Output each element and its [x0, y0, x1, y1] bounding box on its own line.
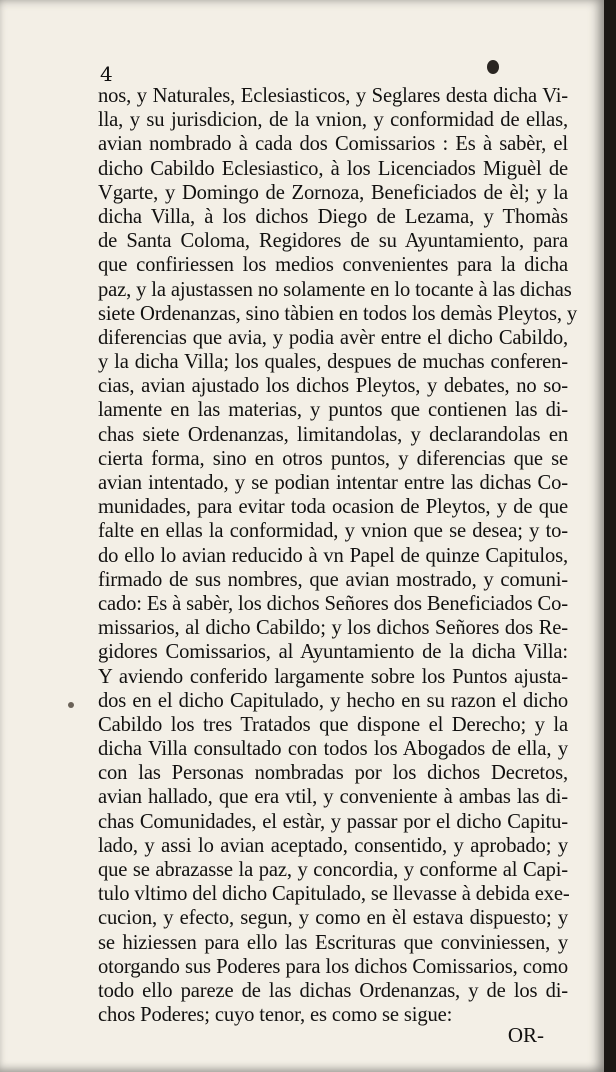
- text-line: do ello lo avian reducido à vn Papel de quinze Capitulos,: [98, 544, 568, 567]
- text-line: paz, y la ajustassen no solamente en lo tocante à las dichas: [98, 278, 572, 301]
- ink-blot-top-right: [487, 60, 499, 74]
- text-line: chas siete Ordenanzas, limitandolas, y declarandolas en: [98, 423, 568, 446]
- text-line: dos en el dicho Capitulado, y hecho en su razon el dicho: [98, 689, 568, 712]
- text-line: que se abrazasse la paz, y concordia, y conforme al Capi-: [98, 859, 568, 881]
- text-line: nos, y Naturales, Eclesiasticos, y Seglares desta dicha Vi-: [98, 85, 568, 107]
- text-line: chos Poderes; cuyo tenor, es como se sigue:: [98, 1004, 453, 1027]
- text-line: cado: Es à sabèr, los dichos Señores dos Beneficiados Co-: [98, 592, 568, 615]
- text-line: firmado de sus nombres, que avian mostrado, y comuni-: [98, 568, 568, 591]
- text-line: otorgando sus Poderes para los dichos Comissarios, como: [98, 955, 568, 978]
- text-line: lamente en las materias, y puntos que contienen las di-: [98, 399, 568, 422]
- text-line: lla, y su jurisdicion, de la vnion, y conformidad de ellas,: [98, 109, 568, 132]
- text-line: de Santa Coloma, Regidores de su Ayuntamiento, para: [98, 230, 568, 253]
- text-line: tulo vltimo del dicho Capitulado, se llevasse à debida exe-: [98, 883, 570, 906]
- text-line: avian intentado, y se podian intentar entre las dichas Co-: [98, 472, 568, 494]
- text-line: Vgarte, y Domingo de Zornoza, Beneficiados de èl; y la: [98, 181, 568, 204]
- text-line: missarios, al dicho Cabildo; y los dichos Señores dos Re-: [98, 617, 568, 640]
- text-line: se hiziessen para ello las Escrituras que conviniessen, y: [98, 931, 568, 954]
- text-line: avian nombrado à cada dos Comissarios : Es à sabèr, el: [98, 133, 568, 156]
- text-line: con las Personas nombradas por los dichos Decretos,: [98, 762, 568, 785]
- text-line: dicho Cabildo Eclesiastico, à los Licenciados Miguèl de: [98, 157, 568, 180]
- text-line: y la dicha Villa; los quales, despues de muchas conferen-: [98, 351, 568, 374]
- text-line: cierta forma, sino en otros puntos, y diferencias que se: [98, 447, 568, 470]
- text-line: diferencias que avia, y podia avèr entre el dicho Cabildo,: [98, 326, 568, 349]
- text-line: Y aviendo conferido largamente sobre los Puntos ajusta-: [98, 665, 568, 688]
- body-text: [98, 84, 578, 1027]
- text-line: munidades, para evitar toda ocasion de Pleytos, y de que: [98, 496, 568, 519]
- text-line: dicha Villa consultado con todos los Abogados de ella, y: [98, 738, 568, 761]
- text-line: todo ello pareze de las dichas Ordenanzas, y de los di-: [98, 979, 568, 1002]
- text-line: dicha Villa, à los dichos Diego de Lezama, y Thomàs: [98, 205, 568, 228]
- text-line: siete Ordenanzas, sino tàbien en todos los demàs Pleytos, y: [98, 302, 578, 325]
- text-line: falte en ellas la conformidad, y vnion que se desea; y to-: [98, 520, 568, 543]
- text-line: lado, y assi lo avian aceptado, consentido, y aprobado; y: [98, 834, 568, 857]
- text-line: que confiriessen los medios convenientes para la dicha: [98, 254, 568, 277]
- ink-blot-left-margin: [68, 702, 74, 708]
- text-line: Cabildo los tres Tratados que dispone el Derecho; y la: [98, 713, 568, 736]
- text-line: gidores Comissarios, al Ayuntamiento de la dicha Villa:: [98, 641, 568, 664]
- text-line: cias, avian ajustado los dichos Pleytos, y debates, no so-: [98, 375, 568, 398]
- text-line: cucion, y efecto, segun, y como en èl estava dispuesto; y: [98, 907, 568, 930]
- catchword: OR-: [507, 1023, 544, 1047]
- page-number: 4: [100, 62, 113, 86]
- text-line: chas Comunidades, el estàr, y passar por el dicho Capitu-: [98, 810, 568, 833]
- text-line: avian hallado, que era vtil, y conveniente à ambas las di-: [98, 786, 568, 809]
